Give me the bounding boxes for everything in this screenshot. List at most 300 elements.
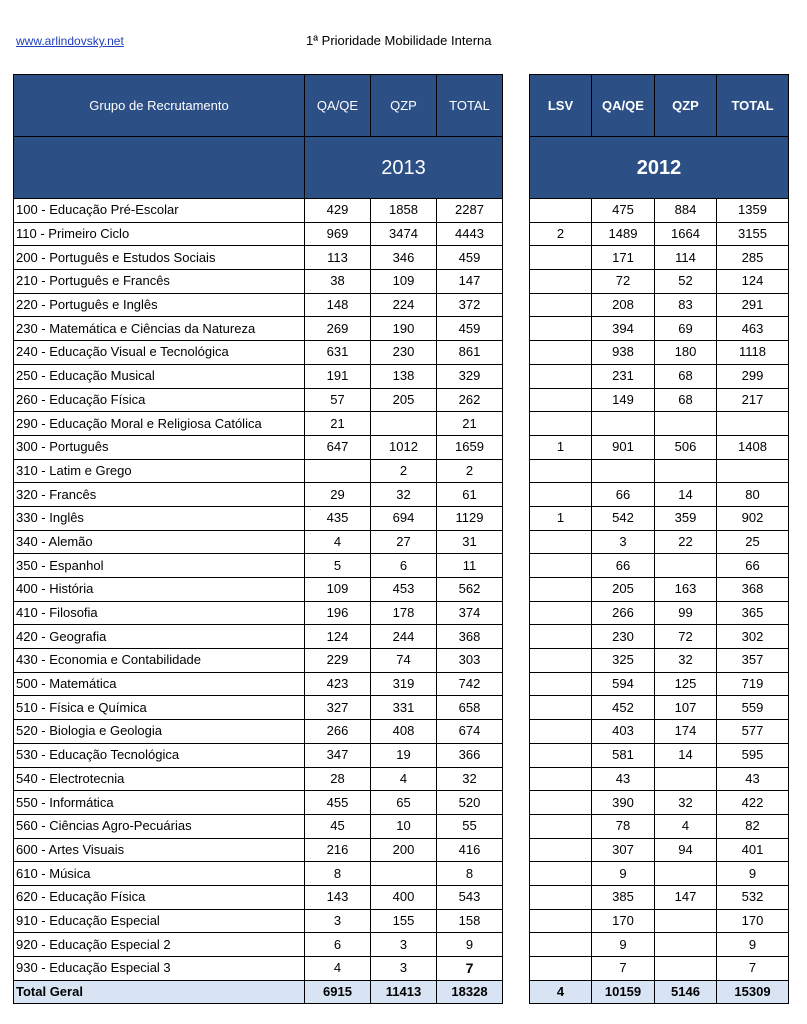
qzp-cell: 1858 bbox=[371, 199, 437, 223]
qzp-cell bbox=[655, 933, 717, 957]
total-cell: 61 bbox=[437, 483, 503, 507]
table-row bbox=[530, 222, 789, 246]
qzp-cell: 163 bbox=[655, 578, 717, 602]
qaqe-cell: 969 bbox=[305, 222, 371, 246]
qzp-cell bbox=[655, 459, 717, 483]
qaqe-cell: 78 bbox=[592, 814, 655, 838]
table-row bbox=[530, 317, 789, 341]
lsv-cell bbox=[530, 767, 592, 791]
qzp-cell: 109 bbox=[371, 270, 437, 294]
qaqe-cell: 10159 bbox=[592, 980, 655, 1004]
qaqe-cell: 113 bbox=[305, 246, 371, 270]
total-cell: 299 bbox=[717, 364, 789, 388]
qaqe-cell: 9 bbox=[592, 862, 655, 886]
total-cell: 9 bbox=[717, 933, 789, 957]
column-header-qaqe: QA/QE bbox=[305, 75, 371, 137]
grupo-cell: 220 - Português e Inglês bbox=[14, 293, 305, 317]
qaqe-cell: 423 bbox=[305, 672, 371, 696]
qaqe-cell: 4 bbox=[305, 530, 371, 554]
total-cell: 2 bbox=[437, 459, 503, 483]
qzp-cell: 319 bbox=[371, 672, 437, 696]
total-cell: 674 bbox=[437, 720, 503, 744]
qzp-cell: 138 bbox=[371, 364, 437, 388]
table-2013 bbox=[13, 74, 503, 1004]
qaqe-cell: 647 bbox=[305, 435, 371, 459]
qaqe-cell: 29 bbox=[305, 483, 371, 507]
total-cell: 18328 bbox=[437, 980, 503, 1004]
total-cell: 532 bbox=[717, 885, 789, 909]
qzp-cell: 5146 bbox=[655, 980, 717, 1004]
total-cell: 1408 bbox=[717, 435, 789, 459]
qzp-cell bbox=[655, 957, 717, 981]
qzp-cell: 68 bbox=[655, 364, 717, 388]
lsv-cell bbox=[530, 838, 592, 862]
column-header-total: TOTAL bbox=[717, 75, 789, 137]
qaqe-cell: 266 bbox=[305, 720, 371, 744]
qaqe-cell: 6915 bbox=[305, 980, 371, 1004]
qzp-cell: 1012 bbox=[371, 435, 437, 459]
qaqe-cell: 1489 bbox=[592, 222, 655, 246]
qaqe-cell: 455 bbox=[305, 791, 371, 815]
grupo-cell: 500 - Matemática bbox=[14, 672, 305, 696]
total-cell: 422 bbox=[717, 791, 789, 815]
table-row bbox=[14, 483, 503, 507]
qzp-cell: 4 bbox=[371, 767, 437, 791]
qzp-cell: 174 bbox=[655, 720, 717, 744]
total-cell: 357 bbox=[717, 649, 789, 673]
qaqe-cell: 109 bbox=[305, 578, 371, 602]
qzp-cell: 884 bbox=[655, 199, 717, 223]
qaqe-cell: 66 bbox=[592, 554, 655, 578]
total-cell: 170 bbox=[717, 909, 789, 933]
total-cell: 15309 bbox=[717, 980, 789, 1004]
qzp-cell: 2 bbox=[371, 459, 437, 483]
grupo-cell: 600 - Artes Visuais bbox=[14, 838, 305, 862]
qaqe-cell: 216 bbox=[305, 838, 371, 862]
lsv-cell bbox=[530, 317, 592, 341]
grupo-cell: 330 - Inglês bbox=[14, 506, 305, 530]
grupo-cell: 510 - Física e Química bbox=[14, 696, 305, 720]
total-cell: 595 bbox=[717, 743, 789, 767]
qaqe-cell: 5 bbox=[305, 554, 371, 578]
grupo-cell: 400 - História bbox=[14, 578, 305, 602]
qzp-cell: 506 bbox=[655, 435, 717, 459]
grupo-cell: 910 - Educação Especial bbox=[14, 909, 305, 933]
total-cell: 25 bbox=[717, 530, 789, 554]
qaqe-cell: 230 bbox=[592, 625, 655, 649]
grupo-cell: 300 - Português bbox=[14, 435, 305, 459]
grupo-cell: 260 - Educação Física bbox=[14, 388, 305, 412]
table-row bbox=[14, 720, 503, 744]
table-row bbox=[530, 199, 789, 223]
total-cell: 861 bbox=[437, 341, 503, 365]
total-cell: 374 bbox=[437, 601, 503, 625]
qzp-cell: 22 bbox=[655, 530, 717, 554]
year-spacer bbox=[14, 137, 305, 199]
lsv-cell bbox=[530, 530, 592, 554]
qzp-cell: 224 bbox=[371, 293, 437, 317]
qzp-cell: 230 bbox=[371, 341, 437, 365]
year-row bbox=[14, 137, 503, 199]
qzp-cell: 68 bbox=[655, 388, 717, 412]
year-label: 2012 bbox=[530, 137, 789, 199]
qaqe-cell: 938 bbox=[592, 341, 655, 365]
total-cell: 372 bbox=[437, 293, 503, 317]
total-cell: 55 bbox=[437, 814, 503, 838]
qaqe-cell: 266 bbox=[592, 601, 655, 625]
lsv-cell: 1 bbox=[530, 435, 592, 459]
total-cell: 9 bbox=[717, 862, 789, 886]
qaqe-cell: 45 bbox=[305, 814, 371, 838]
grupo-cell: 620 - Educação Física bbox=[14, 885, 305, 909]
grupo-cell: 610 - Música bbox=[14, 862, 305, 886]
qzp-cell: 11413 bbox=[371, 980, 437, 1004]
lsv-cell bbox=[530, 601, 592, 625]
grupo-cell: 420 - Geografia bbox=[14, 625, 305, 649]
column-header-total: TOTAL bbox=[437, 75, 503, 137]
qaqe-cell: 196 bbox=[305, 601, 371, 625]
total-cell: 66 bbox=[717, 554, 789, 578]
table-2012 bbox=[529, 74, 789, 1004]
lsv-cell bbox=[530, 957, 592, 981]
table-row bbox=[530, 791, 789, 815]
lsv-cell bbox=[530, 791, 592, 815]
total-cell: 285 bbox=[717, 246, 789, 270]
total-label: Total Geral bbox=[14, 980, 305, 1004]
grupo-cell: 290 - Educação Moral e Religiosa Católica bbox=[14, 412, 305, 436]
table-row bbox=[14, 222, 503, 246]
total-cell: 329 bbox=[437, 364, 503, 388]
table-row bbox=[530, 625, 789, 649]
qzp-cell: 155 bbox=[371, 909, 437, 933]
qaqe-cell: 72 bbox=[592, 270, 655, 294]
qzp-cell: 32 bbox=[371, 483, 437, 507]
table-row bbox=[530, 696, 789, 720]
qzp-cell: 27 bbox=[371, 530, 437, 554]
table-row bbox=[14, 672, 503, 696]
qaqe-cell: 3 bbox=[592, 530, 655, 554]
table-row bbox=[530, 578, 789, 602]
table-row bbox=[14, 341, 503, 365]
lsv-cell bbox=[530, 364, 592, 388]
table-row bbox=[14, 199, 503, 223]
qzp-cell: 200 bbox=[371, 838, 437, 862]
header-row bbox=[14, 75, 503, 137]
qaqe-cell: 4 bbox=[305, 957, 371, 981]
qaqe-cell: 9 bbox=[592, 933, 655, 957]
grupo-cell: 200 - Português e Estudos Sociais bbox=[14, 246, 305, 270]
total-cell: 577 bbox=[717, 720, 789, 744]
table-row bbox=[530, 246, 789, 270]
lsv-cell bbox=[530, 270, 592, 294]
table-row bbox=[530, 814, 789, 838]
qzp-cell: 205 bbox=[371, 388, 437, 412]
qzp-cell: 65 bbox=[371, 791, 437, 815]
grupo-cell: 110 - Primeiro Ciclo bbox=[14, 222, 305, 246]
qzp-cell: 3474 bbox=[371, 222, 437, 246]
qaqe-cell: 403 bbox=[592, 720, 655, 744]
lsv-cell bbox=[530, 459, 592, 483]
total-cell: 562 bbox=[437, 578, 503, 602]
qzp-cell: 3 bbox=[371, 957, 437, 981]
grupo-cell: 230 - Matemática e Ciências da Natureza bbox=[14, 317, 305, 341]
qaqe-cell: 205 bbox=[592, 578, 655, 602]
qzp-cell: 408 bbox=[371, 720, 437, 744]
lsv-cell bbox=[530, 743, 592, 767]
qaqe-cell: 124 bbox=[305, 625, 371, 649]
qzp-cell: 74 bbox=[371, 649, 437, 673]
total-cell bbox=[717, 459, 789, 483]
total-cell: 11 bbox=[437, 554, 503, 578]
qaqe-cell: 231 bbox=[592, 364, 655, 388]
total-cell: 124 bbox=[717, 270, 789, 294]
total-cell: 368 bbox=[717, 578, 789, 602]
table-row bbox=[14, 767, 503, 791]
qzp-cell bbox=[655, 767, 717, 791]
qaqe-cell: 208 bbox=[592, 293, 655, 317]
table-row bbox=[530, 909, 789, 933]
total-cell: 416 bbox=[437, 838, 503, 862]
table-row bbox=[530, 388, 789, 412]
qzp-cell: 83 bbox=[655, 293, 717, 317]
qzp-cell: 4 bbox=[655, 814, 717, 838]
qzp-cell: 52 bbox=[655, 270, 717, 294]
table-row bbox=[530, 506, 789, 530]
site-link[interactable]: www.arlindovsky.net bbox=[16, 34, 124, 48]
lsv-cell bbox=[530, 720, 592, 744]
total-cell: 459 bbox=[437, 317, 503, 341]
qaqe-cell: 542 bbox=[592, 506, 655, 530]
lsv-cell bbox=[530, 625, 592, 649]
column-header-qzp: QZP bbox=[371, 75, 437, 137]
qaqe-cell: 901 bbox=[592, 435, 655, 459]
qzp-cell: 99 bbox=[655, 601, 717, 625]
qaqe-cell: 170 bbox=[592, 909, 655, 933]
total-cell: 80 bbox=[717, 483, 789, 507]
total-cell: 365 bbox=[717, 601, 789, 625]
lsv-cell bbox=[530, 649, 592, 673]
grupo-cell: 210 - Português e Francês bbox=[14, 270, 305, 294]
total-cell: 1659 bbox=[437, 435, 503, 459]
qzp-cell: 147 bbox=[655, 885, 717, 909]
qaqe-cell: 149 bbox=[592, 388, 655, 412]
qaqe-cell: 191 bbox=[305, 364, 371, 388]
grupo-cell: 520 - Biologia e Geologia bbox=[14, 720, 305, 744]
grupo-cell: 560 - Ciências Agro-Pecuárias bbox=[14, 814, 305, 838]
table-row bbox=[14, 601, 503, 625]
qzp-cell bbox=[371, 412, 437, 436]
total-cell: 7 bbox=[717, 957, 789, 981]
table-row bbox=[530, 649, 789, 673]
table-row bbox=[530, 862, 789, 886]
qaqe-cell: 269 bbox=[305, 317, 371, 341]
qzp-cell: 190 bbox=[371, 317, 437, 341]
total-cell: 520 bbox=[437, 791, 503, 815]
total-row bbox=[14, 980, 503, 1004]
table-row bbox=[14, 814, 503, 838]
lsv-cell bbox=[530, 388, 592, 412]
qaqe-cell: 347 bbox=[305, 743, 371, 767]
grupo-cell: 410 - Filosofia bbox=[14, 601, 305, 625]
table-row bbox=[530, 933, 789, 957]
table-row bbox=[14, 388, 503, 412]
qzp-cell: 107 bbox=[655, 696, 717, 720]
lsv-cell bbox=[530, 862, 592, 886]
table-row bbox=[14, 743, 503, 767]
qaqe-cell: 390 bbox=[592, 791, 655, 815]
qaqe-cell: 6 bbox=[305, 933, 371, 957]
qzp-cell: 180 bbox=[655, 341, 717, 365]
table-row bbox=[14, 578, 503, 602]
qaqe-cell: 66 bbox=[592, 483, 655, 507]
table-row bbox=[14, 791, 503, 815]
grupo-cell: 540 - Electrotecnia bbox=[14, 767, 305, 791]
table-row bbox=[530, 483, 789, 507]
qzp-cell bbox=[655, 909, 717, 933]
total-cell: 368 bbox=[437, 625, 503, 649]
column-header-lsv: LSV bbox=[530, 75, 592, 137]
total-cell: 1359 bbox=[717, 199, 789, 223]
column-header-qaqe: QA/QE bbox=[592, 75, 655, 137]
qaqe-cell: 3 bbox=[305, 909, 371, 933]
total-cell: 262 bbox=[437, 388, 503, 412]
total-cell: 459 bbox=[437, 246, 503, 270]
qzp-cell bbox=[655, 862, 717, 886]
total-cell: 9 bbox=[437, 933, 503, 957]
total-cell: 302 bbox=[717, 625, 789, 649]
qzp-cell: 346 bbox=[371, 246, 437, 270]
qaqe-cell: 385 bbox=[592, 885, 655, 909]
lsv-cell bbox=[530, 483, 592, 507]
table-row bbox=[530, 293, 789, 317]
table-row bbox=[14, 625, 503, 649]
lsv-cell bbox=[530, 412, 592, 436]
total-cell: 8 bbox=[437, 862, 503, 886]
total-cell: 147 bbox=[437, 270, 503, 294]
qaqe-cell bbox=[592, 412, 655, 436]
total-cell: 2287 bbox=[437, 199, 503, 223]
table-row bbox=[14, 885, 503, 909]
qaqe-cell: 394 bbox=[592, 317, 655, 341]
year-row bbox=[530, 137, 789, 199]
lsv-cell bbox=[530, 341, 592, 365]
total-cell: 1118 bbox=[717, 341, 789, 365]
table-row bbox=[530, 412, 789, 436]
total-cell: 158 bbox=[437, 909, 503, 933]
qaqe-cell: 57 bbox=[305, 388, 371, 412]
table-row bbox=[14, 957, 503, 981]
table-row bbox=[530, 341, 789, 365]
qzp-cell bbox=[371, 862, 437, 886]
total-cell: 31 bbox=[437, 530, 503, 554]
qzp-cell: 32 bbox=[655, 649, 717, 673]
qzp-cell: 32 bbox=[655, 791, 717, 815]
qzp-cell: 359 bbox=[655, 506, 717, 530]
qzp-cell: 19 bbox=[371, 743, 437, 767]
total-cell: 543 bbox=[437, 885, 503, 909]
grupo-cell: 250 - Educação Musical bbox=[14, 364, 305, 388]
total-cell: 82 bbox=[717, 814, 789, 838]
total-cell: 1129 bbox=[437, 506, 503, 530]
total-cell: 303 bbox=[437, 649, 503, 673]
qzp-cell: 244 bbox=[371, 625, 437, 649]
table-row bbox=[14, 862, 503, 886]
grupo-cell: 550 - Informática bbox=[14, 791, 305, 815]
qzp-cell: 94 bbox=[655, 838, 717, 862]
total-cell: 3155 bbox=[717, 222, 789, 246]
qzp-cell: 125 bbox=[655, 672, 717, 696]
qaqe-cell: 143 bbox=[305, 885, 371, 909]
table-row bbox=[530, 435, 789, 459]
grupo-cell: 920 - Educação Especial 2 bbox=[14, 933, 305, 957]
qzp-cell: 1664 bbox=[655, 222, 717, 246]
qzp-cell: 400 bbox=[371, 885, 437, 909]
grupo-cell: 310 - Latim e Grego bbox=[14, 459, 305, 483]
table-row bbox=[530, 364, 789, 388]
lsv-cell bbox=[530, 696, 592, 720]
total-cell: 658 bbox=[437, 696, 503, 720]
table-row bbox=[530, 885, 789, 909]
total-cell: 902 bbox=[717, 506, 789, 530]
total-cell: 719 bbox=[717, 672, 789, 696]
page-header bbox=[0, 0, 807, 70]
qaqe-cell: 38 bbox=[305, 270, 371, 294]
table-row bbox=[14, 246, 503, 270]
qaqe-cell: 429 bbox=[305, 199, 371, 223]
total-cell: 21 bbox=[437, 412, 503, 436]
year-label: 2013 bbox=[305, 137, 503, 199]
table-row bbox=[530, 601, 789, 625]
table-row bbox=[14, 696, 503, 720]
qaqe-cell: 307 bbox=[592, 838, 655, 862]
table-row bbox=[14, 838, 503, 862]
grupo-cell: 340 - Alemão bbox=[14, 530, 305, 554]
qaqe-cell: 148 bbox=[305, 293, 371, 317]
lsv-cell bbox=[530, 199, 592, 223]
table-row bbox=[14, 506, 503, 530]
lsv-cell: 1 bbox=[530, 506, 592, 530]
table-row bbox=[14, 530, 503, 554]
total-cell: 43 bbox=[717, 767, 789, 791]
table-row bbox=[530, 743, 789, 767]
grupo-cell: 930 - Educação Especial 3 bbox=[14, 957, 305, 981]
qzp-cell bbox=[655, 412, 717, 436]
lsv-cell bbox=[530, 909, 592, 933]
total-cell: 4443 bbox=[437, 222, 503, 246]
total-cell: 742 bbox=[437, 672, 503, 696]
qaqe-cell: 229 bbox=[305, 649, 371, 673]
table-row bbox=[530, 838, 789, 862]
table-row bbox=[14, 412, 503, 436]
grupo-cell: 530 - Educação Tecnológica bbox=[14, 743, 305, 767]
lsv-cell bbox=[530, 246, 592, 270]
column-header-qzp: QZP bbox=[655, 75, 717, 137]
total-cell: 32 bbox=[437, 767, 503, 791]
lsv-cell bbox=[530, 293, 592, 317]
lsv-cell bbox=[530, 933, 592, 957]
qzp-cell: 331 bbox=[371, 696, 437, 720]
table-row bbox=[530, 672, 789, 696]
lsv-cell: 2 bbox=[530, 222, 592, 246]
header-row bbox=[530, 75, 789, 137]
table-row bbox=[14, 435, 503, 459]
grupo-cell: 350 - Espanhol bbox=[14, 554, 305, 578]
qaqe-cell: 435 bbox=[305, 506, 371, 530]
qaqe-cell: 43 bbox=[592, 767, 655, 791]
qaqe-cell: 171 bbox=[592, 246, 655, 270]
table-row bbox=[14, 649, 503, 673]
qaqe-cell: 631 bbox=[305, 341, 371, 365]
